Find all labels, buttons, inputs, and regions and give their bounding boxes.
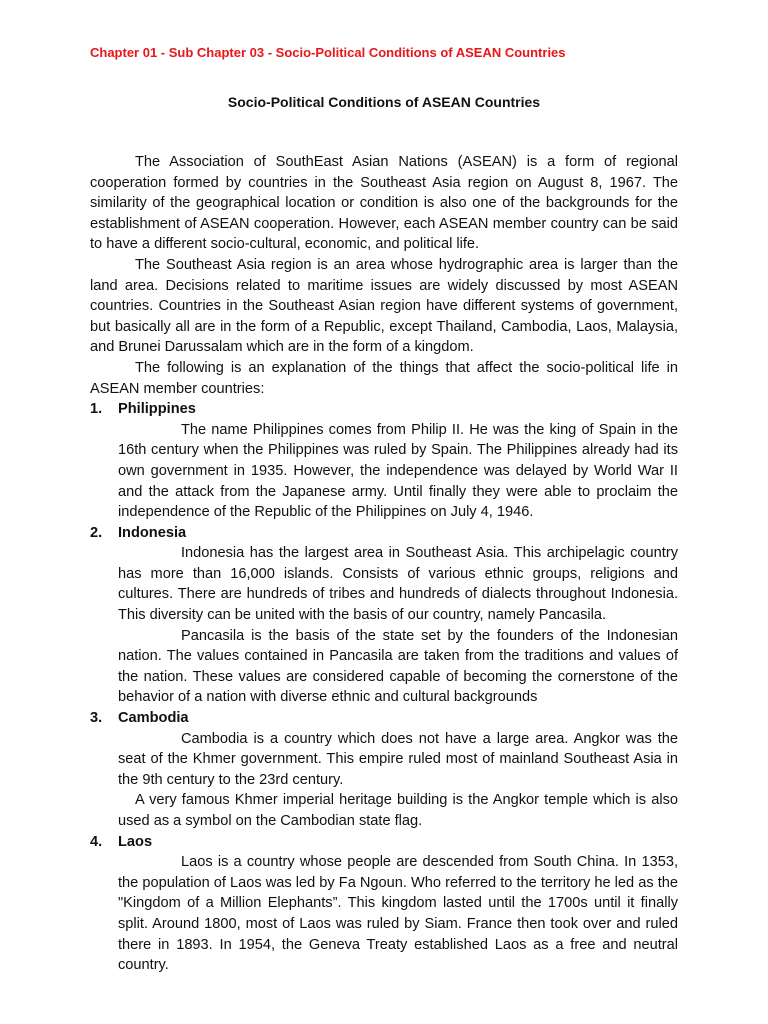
section-paragraph: Indonesia has the largest area in Southeast Asia. This archipelagic country has more than 16,000 islands. Consists of various ethnic groups, religions and cultures. There are hundreds of tribes and hundreds of dialects throughout Indonesia. This diversity can be united with the basis of our country, namely Pancasila. <box>118 545 678 624</box>
section-heading-philippines <box>90 399 678 420</box>
intro-paragraph: The Association of SouthEast Asian Nations (ASEAN) is a form of regional cooperation formed by countries in the Southeast Asia region on August 8, 1967. The similarity of the geographical location or condition is also one of the backgrounds for the establishment of ASEAN cooperation. However, each ASEAN member country can be said to have a different socio-cultural, economic, and political life. <box>90 154 678 253</box>
section-paragraph: Cambodia is a country which does not have a large area. Angkor was the seat of the Khmer government. This empire ruled most of mainland Southeast Asia in the 9th century to the 23rd century. <box>118 730 678 788</box>
section-heading-laos <box>90 832 678 853</box>
section-paragraph: A very famous Khmer imperial heritage building is the Angkor temple which is also used as a symbol on the Cambodian state flag. <box>118 792 678 829</box>
section-paragraph: The name Philippines comes from Philip II. He was the king of Spain in the 16th century when the Philippines was ruled by Spain. The Philippines already had its own government in 1935. However, the independence was delayed by World War II and the attack from the Japanese army. Until finally they were able to proclaim the independence of the Republic of the Philippines on July 4, 1946. <box>118 421 678 521</box>
section-title: Philippines <box>118 401 196 418</box>
section-paragraph: Laos is a country whose people are descended from South China. In 1353, the population of Laos was led by Fa Ngoun. Who referred to the territory he led as the "Kingdom of a Million Elephants”. This kingdom lasted until the 1700s until it finally split. Around 1800, most of Laos was ruled by Siam. France then took over and ruled there in 1893. In 1954, the Geneva Treaty established Laos as a free and neutral country. <box>118 854 678 974</box>
section-heading-indonesia <box>90 523 678 544</box>
intro-paragraph: The Southeast Asia region is an area whose hydrographic area is larger than the land area. Decisions related to maritime issues are widely discussed by most ASEAN countries. Countries in the Southeast Asian region have different systems of government, but basically all are in the form of a Republic, except Thailand, Cambodia, Laos, Malaysia, and Brunei Darussalam which are in the form of a kingdom. <box>90 256 678 356</box>
section-number: 2. <box>90 524 103 541</box>
section-title: Cambodia <box>118 710 189 727</box>
intro-paragraph: The following is an explanation of the things that affect the socio-political life in ASEAN member countries: <box>90 359 678 397</box>
document-body <box>90 152 678 976</box>
section-heading-cambodia <box>90 708 678 729</box>
section-title: Indonesia <box>118 524 187 541</box>
section-number: 1. <box>90 401 103 418</box>
chapter-header: Chapter 01 - Sub Chapter 03 - Socio-Political Conditions of ASEAN Countries <box>90 45 566 60</box>
section-paragraph: Pancasila is the basis of the state set by the founders of the Indonesian nation. The values contained in Pancasila are taken from the traditions and values of the nation. These values are considered capable of becoming the cornerstone of the behavior of a nation with diverse ethnic and cultural backgrounds <box>118 627 678 706</box>
document-title: Socio-Political Conditions of ASEAN Countries <box>227 94 541 110</box>
section-number: 4. <box>90 833 103 850</box>
section-title: Laos <box>118 833 153 850</box>
section-number: 3. <box>90 710 103 727</box>
